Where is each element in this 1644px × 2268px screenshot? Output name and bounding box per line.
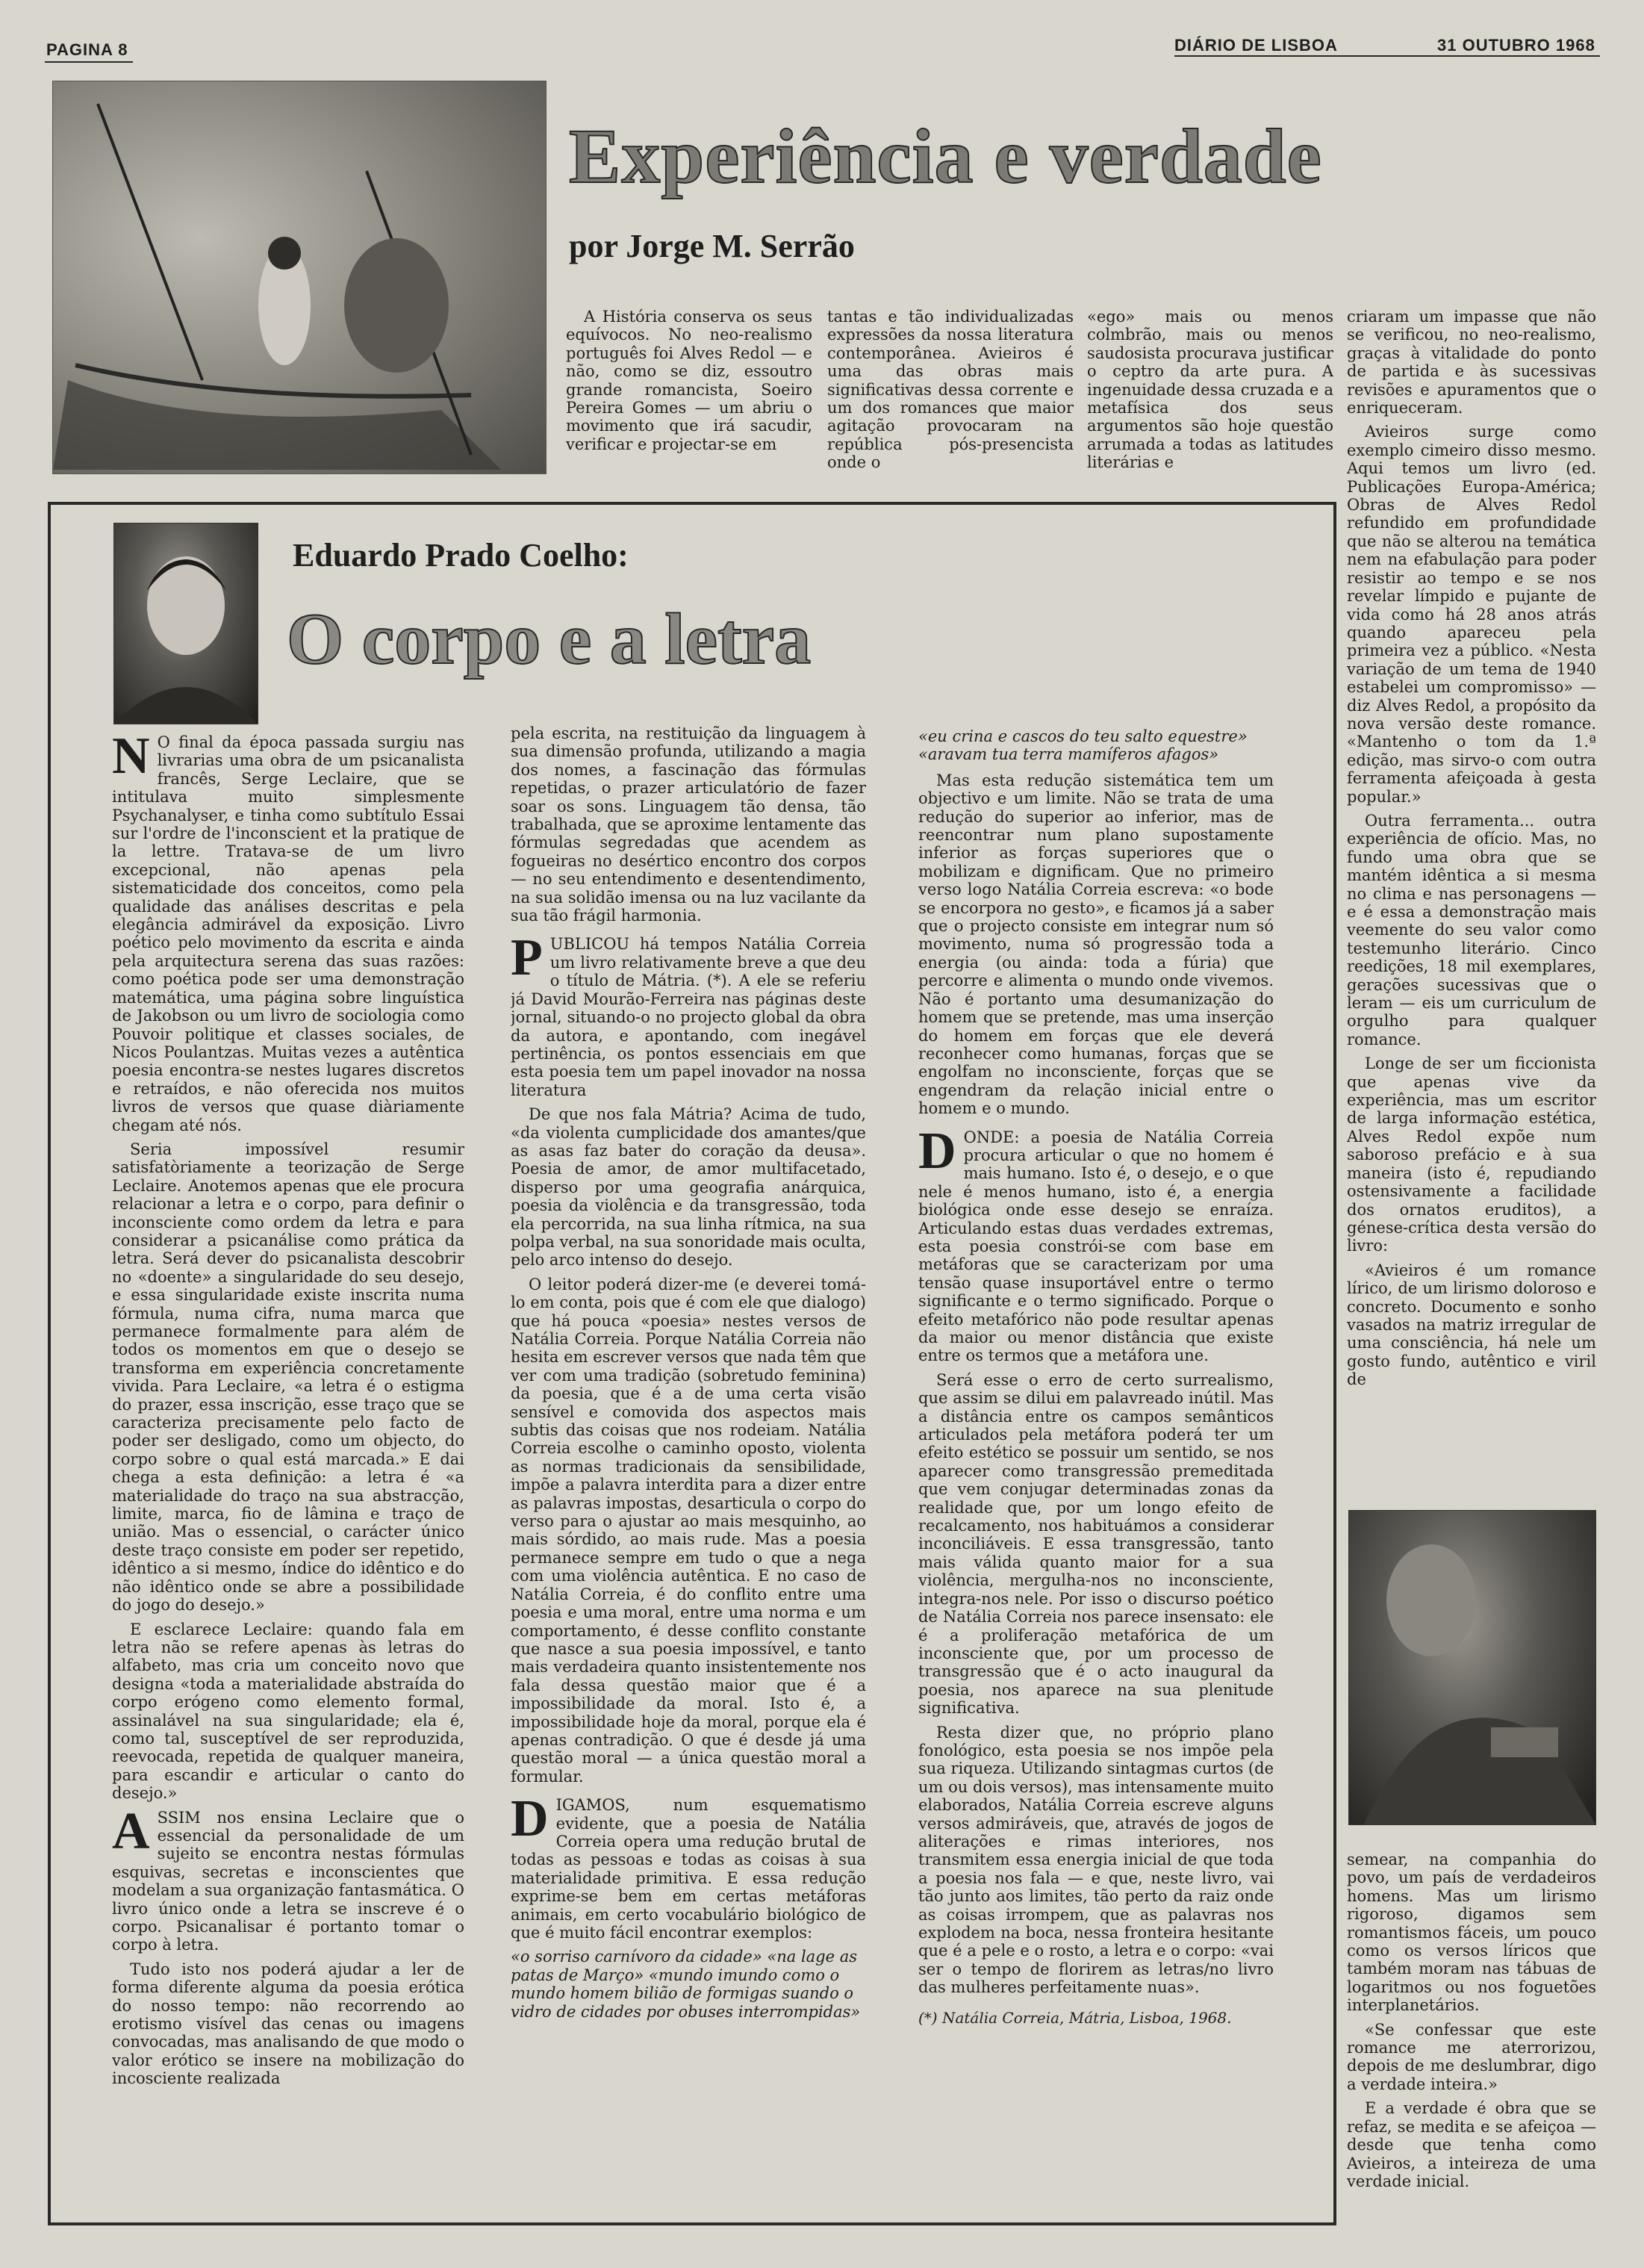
article2-paragraph: Resta dizer que, no próprio plano fonológico, esta poesia se nos impõe pela sua riqueza. Utilizando sintagmas curtos (de um ou dois versos), mas intensamente muito elaborados, Natália Correia escreve alguns versos admiráveis, que, através de jogos de aliterações e rimas interiores, nos transmitem essa energia inicial de que toda a poesia nos fala — e que, neste livro, vai tão junto aos limites, tão perto da raiz onde as coisas irrompem, que as palavras nos explodem na boca, nessa fronteira hesitante que é a pele e o rosto, a letra e o corpo: «vai ser o tempo de florirem as letras/no livro das mulheres perfeitamente nuas».: [918, 1723, 1274, 1997]
header-rule: [1174, 55, 1600, 57]
article2-paragraph: O leitor poderá dizer-me (e deverei tomá-lo em conta, pois que é com ele que dialogo) que há pouca «poesia» nestes versos de Natália Correia. Porque Natália Correia não hesita em escrever versos que nada têm que ver com uma tradição (sobretudo feminina) da poesia, que é a de uma certa visão sensível e comovida dos aspectos mais subtis das coisas que nos rodeiam. Natália Correia escolhe o caminho oposto, violenta as normas tradicionais da sensibilidade, impõe a palavra interdita para a dizer entre as palavras impostas, desarticula o corpo do verso para o ajustar ao mais mesquinho, ao mais sórdido, ao mais rude. Mas a poesia permanece sempre em tudo o que a nega com uma violência autêntica. E no caso de Natália Correia, é do conflito entre uma poesia e uma moral, entre uma norma e um comportamento, é desse conflito constante que nasce a sua poesia impossível, e tanto mais verdadeira quanto insistentemente nos fala dessa questão maior que é a impossibilidade da moral. Isto é, a impossibilidade hoje da moral, porque ela é apenas contradição. O que é desde já uma questão moral — a única questão moral a formular.: [511, 1275, 866, 1786]
boat-scene-photo: [52, 81, 547, 474]
article1-column-3: [1087, 308, 1333, 476]
article1-paragraph: Outra ferramenta... outra experiência de ofício. Mas, no fundo uma obra que se mantém idêntica a si mesma no clima e nas personagens — e é essa a demonstração mais veemente do seu valor como testemunho literário. Cinco reedições, 18 mil exemplares, gerações sucessivas que o leram — eis um curriculum de orgulho para qualquer romance.: [1347, 811, 1596, 1048]
article1-paragraph: E a verdade é obra que se refaz, se medita e se afeiçoa — desde que tenha como Avieiros, a inteireza de uma verdade inicial.: [1347, 2099, 1596, 2190]
portrait-eduardo-prado-coelho: [113, 523, 258, 724]
article2-column-2: [511, 724, 866, 2188]
article2-paragraph: Tudo isto nos poderá ajudar a ler de forma diferente alguma da poesia erótica do nosso tempo: não recorrendo ao erotismo visível das cenas ou imagens convocadas, mas analisando de que modo o valor erótico se insere na mobilização do incosciente realizada: [112, 1960, 464, 2088]
article2-paragraph: Será esse o erro de certo surrealismo, que assim se dilui em palavreado inútil. Mas a distância entre os campos semânticos articulados pela metáfora poderá ter um efeito estético se possuir um sentido, se nos aparecer como transgressão premeditada que vem conjugar determinadas zonas da realidade que, por um longo efeito de recalcamento, nos habituámos a considerar inconciliáveis. E essa transgressão, tanto mais válida quanto maior for a sua violência, mergulha-nos no inconsciente, integra-nos nele. Por isso o discurso poético de Natália Correia nos parece insensato: ele é a proliferação metafórica de um inconsciente que, por um processo de transgressão que é o acto inaugural da poesia, nos aparece na sua plenitude significativa.: [918, 1370, 1274, 1718]
article2-column-3: [918, 724, 1274, 2188]
article2-title: O corpo e a letra: [287, 599, 812, 680]
poem-quote: «eu crina e cascos do teu salto equestre» «aravam tua terra mamíferos afagos»: [918, 727, 1248, 764]
article1-paragraph: Avieiros surge como exemplo cimeiro disso mesmo. Aqui temos um livro (ed. Publicações Europa-América; Obras de Alves Redol refundido em profundidade que não se alterou na temática nem na efabulação para poder resistir ao tempo e se nos revelar límpido e pujante de vida como há 28 anos atrás quando apareceu pela primeira vez a público. «Nesta variação de um tema de 1940 estabelei um compromisso» — diz Alves Redol, a propósito da nova versão deste romance. «Mantenho o tom da 1.ª edição, mas sirvo-o com outra ferramenta afeiçoada à gesta popular.»: [1347, 423, 1596, 806]
article2-paragraph: Mas esta redução sistemática tem um objectivo e um limite. Não se trata de uma redução do superior ao inferior, mas de reencontrar num plano supostamente inferior as forças superiores que o mobilizam e dignificam. Que no primeiro verso logo Natália Correia escreva: «o bode se encorpora no gesto», e ficamos já a saber que o projecto consiste em integrar num só movimento, numa só progressão toda a energia (ou ainda: toda a fúria) que percorre e alimenta o mundo onde vivemos. Não é portanto uma desumanização do homem que se pretende, mas uma inserção do homem em forças que ele deverá reconhecer como humanas, forças que se engolfam no inconsciente, forças que se engendram da relação inicial entre o homem e o mundo.: [918, 771, 1274, 1118]
article2-paragraph: [112, 1802, 464, 1954]
portrait-eduardo-illustration: [114, 523, 258, 724]
drop-cap: P: [511, 929, 543, 987]
drop-cap: D: [511, 1790, 549, 1848]
portrait-alves-redol-illustration: [1349, 1511, 1595, 1824]
drop-cap: D: [918, 1122, 956, 1180]
portrait-alves-redol: [1348, 1510, 1596, 1825]
article2-paragraph: [511, 1790, 866, 1942]
article1-column-4-continued: [1347, 1851, 1596, 2254]
page-label-underline: [45, 61, 133, 63]
boat-scene-illustration: [53, 81, 546, 473]
article1-paragraph: tantas e tão individualizadas expressões da nossa literatura contemporânea. Avieiros é uma das obras mais significativas dessa corrente e um dos romances que maior agitação provocaram na república pós-presencista onde o: [827, 308, 1074, 472]
footnote: (*) Natália Correia, Mátria, Lisboa, 1968.: [918, 2008, 1232, 2027]
article1-column-1: [566, 308, 812, 476]
drop-cap: N: [112, 733, 150, 785]
article1-paragraph: «ego» mais ou menos colmbrão, mais ou menos saudosista procurava justificar o ceptro da arte pura. A ingenuidade dessa cruzada e a metafísica dos seus argumentos são hoje questão arrumada a todas as latitudes literárias e: [1087, 308, 1333, 472]
page-label: PAGINA 8: [46, 40, 128, 59]
article1-paragraph: «Se confessar que este romance me aterrorizou, depois de me deslumbrar, digo a verdade inteira.»: [1347, 2020, 1596, 2093]
article1-paragraph: «Avieiros é um romance lírico, de um lirismo doloroso e concreto. Documento e sonho vasados na matriz irregular de uma consciência, há nele um gosto fundo, autêntico e viril de: [1347, 1261, 1596, 1389]
article2-paragraph-text: ONDE: a poesia de Natália Correia procura articular o que no homem é mais humano. Isto é, o desejo, e o que nele é menos humano, isto é, a energia biológica onde esse desejo se enraíza. Articulando estas duas verdades extremas, esta poesia constrói-se com base em metáforas que se caracterizam por uma tensão quase insuportável entre o termo significante e o termo significado. Porque o efeito metafórico não pode resultar apenas da maior ou menor distância que existe entre os termos que a metáfora une.: [918, 1128, 1274, 1365]
article2-column-1: [112, 733, 464, 2152]
article2-paragraph-text: O final da época passada surgiu nas livrarias uma obra de um psicanalista francês, Serge Leclaire, que se intitulava muito simplesmente Psychanalyser, e tinha como subtítulo Essai sur l'ordre de l'inconscient et la pratique de la lettre. Tratava-se de um livro excepcional, não apenas pela sistematicidade dos conceitos, como pela qualidade das análises descritas e pela elegância admirável da exposição. Livro poético pelo movimento da escrita e ainda pela arquitectura serena das suas razões: como poética pode ser uma demonstração matemática, uma página sobre linguística de Jakobson ou um livro de sociologia como Pouvoir politique et classes sociales, de Nicos Poulantzas. Muitas vezes a autêntica poesia encontra-se nestes lugares discretos e retraídos, e não oferecida nos muitos livros de versos que quase diàriamente chegam até nós.: [112, 733, 464, 1134]
article2-paragraph: E esclarece Leclaire: quando fala em letra não se refere apenas às letras do alfabeto, mas cria um conceito novo que designa «toda a materialidade abstraída do corpo erógeno como elemento formal, assinalável na sua singularidade; ela é, como tal, susceptível de ser reproduzida, reevocada, repetida de qualquer maneira, para escandir e articular o canto do desejo.»: [112, 1620, 464, 1803]
article2-paragraph: [112, 733, 464, 1134]
article2-paragraph: [918, 1122, 1274, 1365]
article2-paragraph: Seria impossível resumir satisfatòriamente a teorização de Serge Leclaire. Anotemos apenas que ele procura relacionar a letra e o corpo, para definir o inconsciente como ordem da letra e para considerar a psicanálise como prática da letra. Será dever do psicanalista descobrir no «doente» a singularidade do seu desejo, e essa singularidade existe inscrita numa fórmula, numa cifra, numa marca que permanece formalmente para além de todos os momentos em que o desejo se transforma em experiência concretamente vivida. Para Leclaire, «a letra é o estigma do prazer, essa inscrição, esse traço que se caracteriza precisamente pelo facto de poder ser desligado, como um objecto, do corpo sobre o qual está marcada.» E dai chega a esta definição: a letra é «a materialidade do traço na sua abstracção, limite, marca, fio de lâmina e traço de união. Mas o essencial, o carácter único deste traço consiste em poder ser repetido, idêntico a si mesmo, índice do idêntico e do não idêntico onde se abre a possibilidade do jogo do desejo.»: [112, 1140, 464, 1615]
article2-paragraph: [511, 929, 866, 1099]
poem-quote: «o sorriso carnívoro da cidade» «na lage as patas de Março» «mundo imundo como o mundo homem bilião de formigas suando o vidro de cidades por obuses interrompidas»: [511, 1948, 861, 2021]
article2-paragraph: De que nos fala Mátria? Acima de tudo, «da violenta cumplicidade dos amantes/que as asas faz bater do coração da deusa». Poesia de amor, de amor multifacetado, disperso por uma geografia anárquica, poesia da violência e da transgressão, toda ela percorrida, na sua linha rítmica, na sua polpa verbal, na sua sonoridade mais oculta, pelo arco intenso do desejo.: [511, 1105, 866, 1270]
article1-paragraph: A História conserva os seus equívocos. No neo-realismo português foi Alves Redol — e não, como se diz, essoutro grande romancista, Soeiro Pereira Gomes — um abriu o movimento que irá sacudir, verificar e projectar-se em: [566, 308, 812, 453]
article1-paragraph: semear, na companhia do povo, um país de verdadeiros homens. Mas um lirismo rigoroso, digamos sem romantismos fáceis, um pouco como os versos líricos que também moram nas tábuas de logaritmos ou nos foguetões interplanetários.: [1347, 1851, 1596, 2015]
drop-cap: A: [112, 1802, 150, 1860]
article1-byline: por Jorge M. Serrão: [569, 228, 855, 264]
article2-paragraph-text: IGAMOS, num esquematismo evidente, que a poesia de Natália Correia opera uma redução brutal de todas as pessoas e todas as coisas à sua materialidade primitiva. E essa redução exprime-se bem em certas metáforas animais, em certo vocabulário biológico de que é muito fácil encontrar exemplos:: [511, 1796, 866, 1942]
article1-column-2: [827, 308, 1074, 476]
article2-author-heading: Eduardo Prado Coelho:: [293, 537, 629, 574]
newspaper-name: DIÁRIO DE LISBOA: [1174, 36, 1338, 55]
article2-paragraph: pela escrita, na restituição da linguagem à sua dimensão profunda, utilizando a magia dos nomes, a fascinação das fórmulas repetidas, o prazer articulatório de fazer soar os sons. Linguagem tão densa, tão trabalhada, que se aproxime lentamente das fórmulas segredadas que acendem as fogueiras no desértico encontro dos corpos — no seu entendimento e desentendimento, na sua solidão imensa ou na luz vacilante da sua tão frágil harmonia.: [511, 724, 866, 925]
article2-paragraph-text: SSIM nos ensina Leclaire que o essencial da personalidade de um sujeito se encontra nestas fórmulas esquivas, secretas e inconscientes que modelam a sua organização fantasmática. O livro único onde a letra se inscreve é o corpo. Psicanalisar é portanto tomar o corpo à letra.: [112, 1808, 464, 1954]
article1-title: Experiência e verdade: [569, 114, 1322, 199]
article2-paragraph-text: UBLICOU há tempos Natália Correia um livro relativamente breve a que deu o título de Mátria. (*). A ele se referiu já David Mourão-Ferreira nas páginas deste jornal, situando-o no projecto global da obra da autora, e apontando, com inegável pertinência, os pontos essenciais em que esta poesia tem um papel inovador na nossa literatura: [511, 935, 866, 1099]
article1-paragraph: criaram um impasse que não se verificou, no neo-realismo, graças à vitalidade do ponto de partida e às sucessivas revisões e apuramentos que o enriqueceram.: [1347, 308, 1596, 417]
article1-paragraph: Longe de ser um ficcionista que apenas vive da experiência, mas um escritor de larga informação estética, Alves Redol expõe num saboroso prefácio e à sua maneira (isto é, repudiando ostensivamente a facilidade dos ornatos eruditos), a génese-crítica desta versão do livro:: [1347, 1054, 1596, 1255]
issue-date: 31 OUTUBRO 1968: [1437, 36, 1595, 55]
